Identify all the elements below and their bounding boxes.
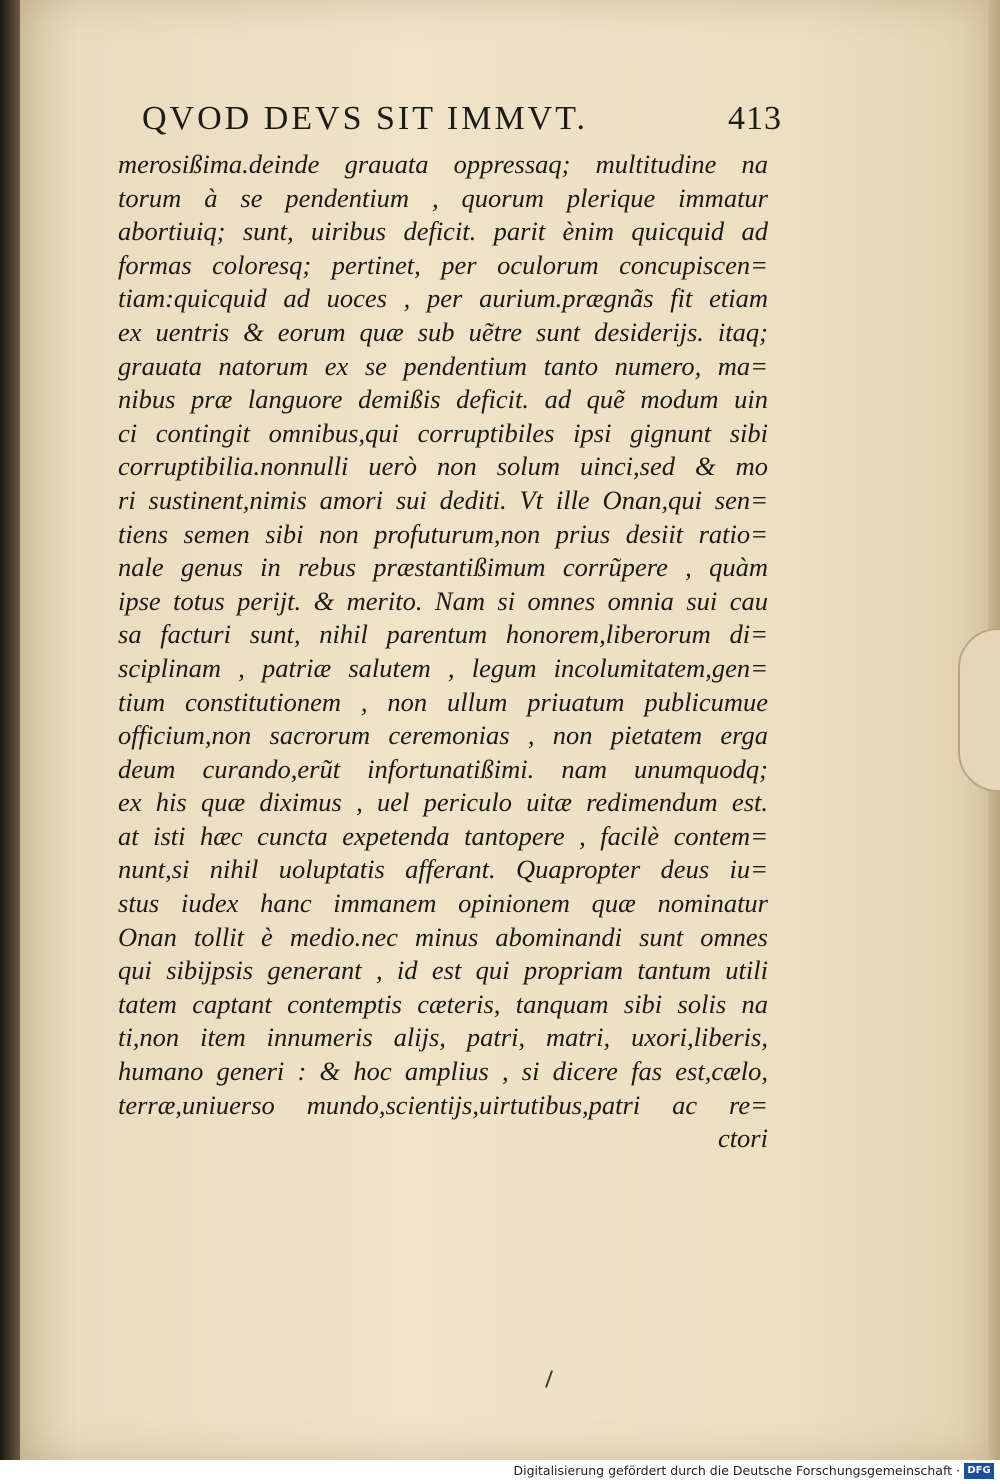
text-line: abortiuiq; sunt, uiribus deficit. parit ènim quicquid ad	[118, 216, 768, 247]
text-line: qui sibijpsis generant , id est qui propriam tantum utili	[118, 955, 768, 986]
text-line: sa facturi sunt, nihil parentum honorem,liberorum di=	[118, 619, 768, 650]
catchword: ctori	[717, 1123, 768, 1154]
text-line: ex uentris & eorum quæ sub uẽtre sunt desiderijs. itaq;	[118, 316, 768, 347]
text-line: humano generi : & hoc amplius , si dicere fas est,cælo,	[118, 1056, 768, 1087]
body-text	[118, 148, 768, 1156]
text-line: ri sustinent,nimis amori sui dediti. Vt ille Onan,qui sen=	[118, 484, 768, 515]
text-line: officium,non sacrorum ceremonias , non pietatem erga	[118, 720, 768, 751]
running-header	[142, 100, 782, 150]
text-line: Onan tollit è medio.nec minus abominandi sunt omnes	[118, 921, 768, 952]
dfg-logo-icon: DFG	[964, 1463, 994, 1479]
text-line: ipse totus perijt. & merito. Nam si omnes omnia sui cau	[118, 585, 768, 616]
text-line: ti,non item innumeris alijs, patri, matri, uxori,liberis,	[118, 1022, 768, 1053]
text-line: at isti hæc cuncta expetenda tantopere , facilè contem=	[118, 820, 768, 851]
text-line: tiam:quicquid ad uoces , per aurium.prægnãs fit etiam	[118, 283, 768, 314]
text-line: tiens semen sibi non profuturum,non prius desiit ratio=	[118, 518, 768, 549]
text-line: tium constitutionem , non ullum priuatum publicumue	[118, 686, 768, 717]
text-line: terræ,uniuerso mundo,scientijs,uirtutibus,patri ac re=	[118, 1089, 768, 1120]
text-line: torum à se pendentium , quorum plerique immatur	[118, 182, 768, 213]
text-line: ci contingit omnibus,qui corruptibiles ipsi gignunt sibi	[118, 417, 768, 448]
text-line: formas coloresq; pertinet, per oculorum concupiscen=	[118, 249, 768, 280]
text-line: deum curando,erũt infortunatißimi. nam unumquodq;	[118, 753, 768, 784]
running-title: QVOD DEVS SIT IMMVT.	[142, 100, 588, 137]
footer-credit: Digitalisierung gefördert durch die Deutsche Forschungsgemeinschaft ·	[513, 1463, 960, 1478]
text-line: tatem captant contemptis cæteris, tanquam sibi solis na	[118, 988, 768, 1019]
text-line: stus iudex hanc immanem opinionem quæ nominatur	[118, 888, 768, 919]
digitization-footer	[0, 1460, 1000, 1484]
book-spine-edge	[0, 0, 20, 1484]
text-line: grauata natorum ex se pendentium tanto numero, ma=	[118, 350, 768, 381]
text-line: nibus præ languore demißis deficit. ad quẽ modum uin	[118, 384, 768, 415]
page-tab-notch	[958, 628, 1000, 792]
text-line: sciplinam , patriæ salutem , legum incolumitatem,gen=	[118, 652, 768, 683]
text-line: nale genus in rebus præstantißimum corrũpere , quàm	[118, 552, 768, 583]
text-line: ex his quæ diximus , uel periculo uitæ redimendum est.	[118, 787, 768, 818]
page-number: 413	[728, 100, 782, 137]
text-line: corruptibilia.nonnulli uerò non solum uinci,sed & mo	[118, 451, 768, 482]
text-line: merosißima.deinde grauata oppressaq; multitudine na	[118, 149, 768, 179]
text-line: nunt,si nihil uoluptatis afferant. Quapropter deus iu=	[118, 854, 768, 885]
